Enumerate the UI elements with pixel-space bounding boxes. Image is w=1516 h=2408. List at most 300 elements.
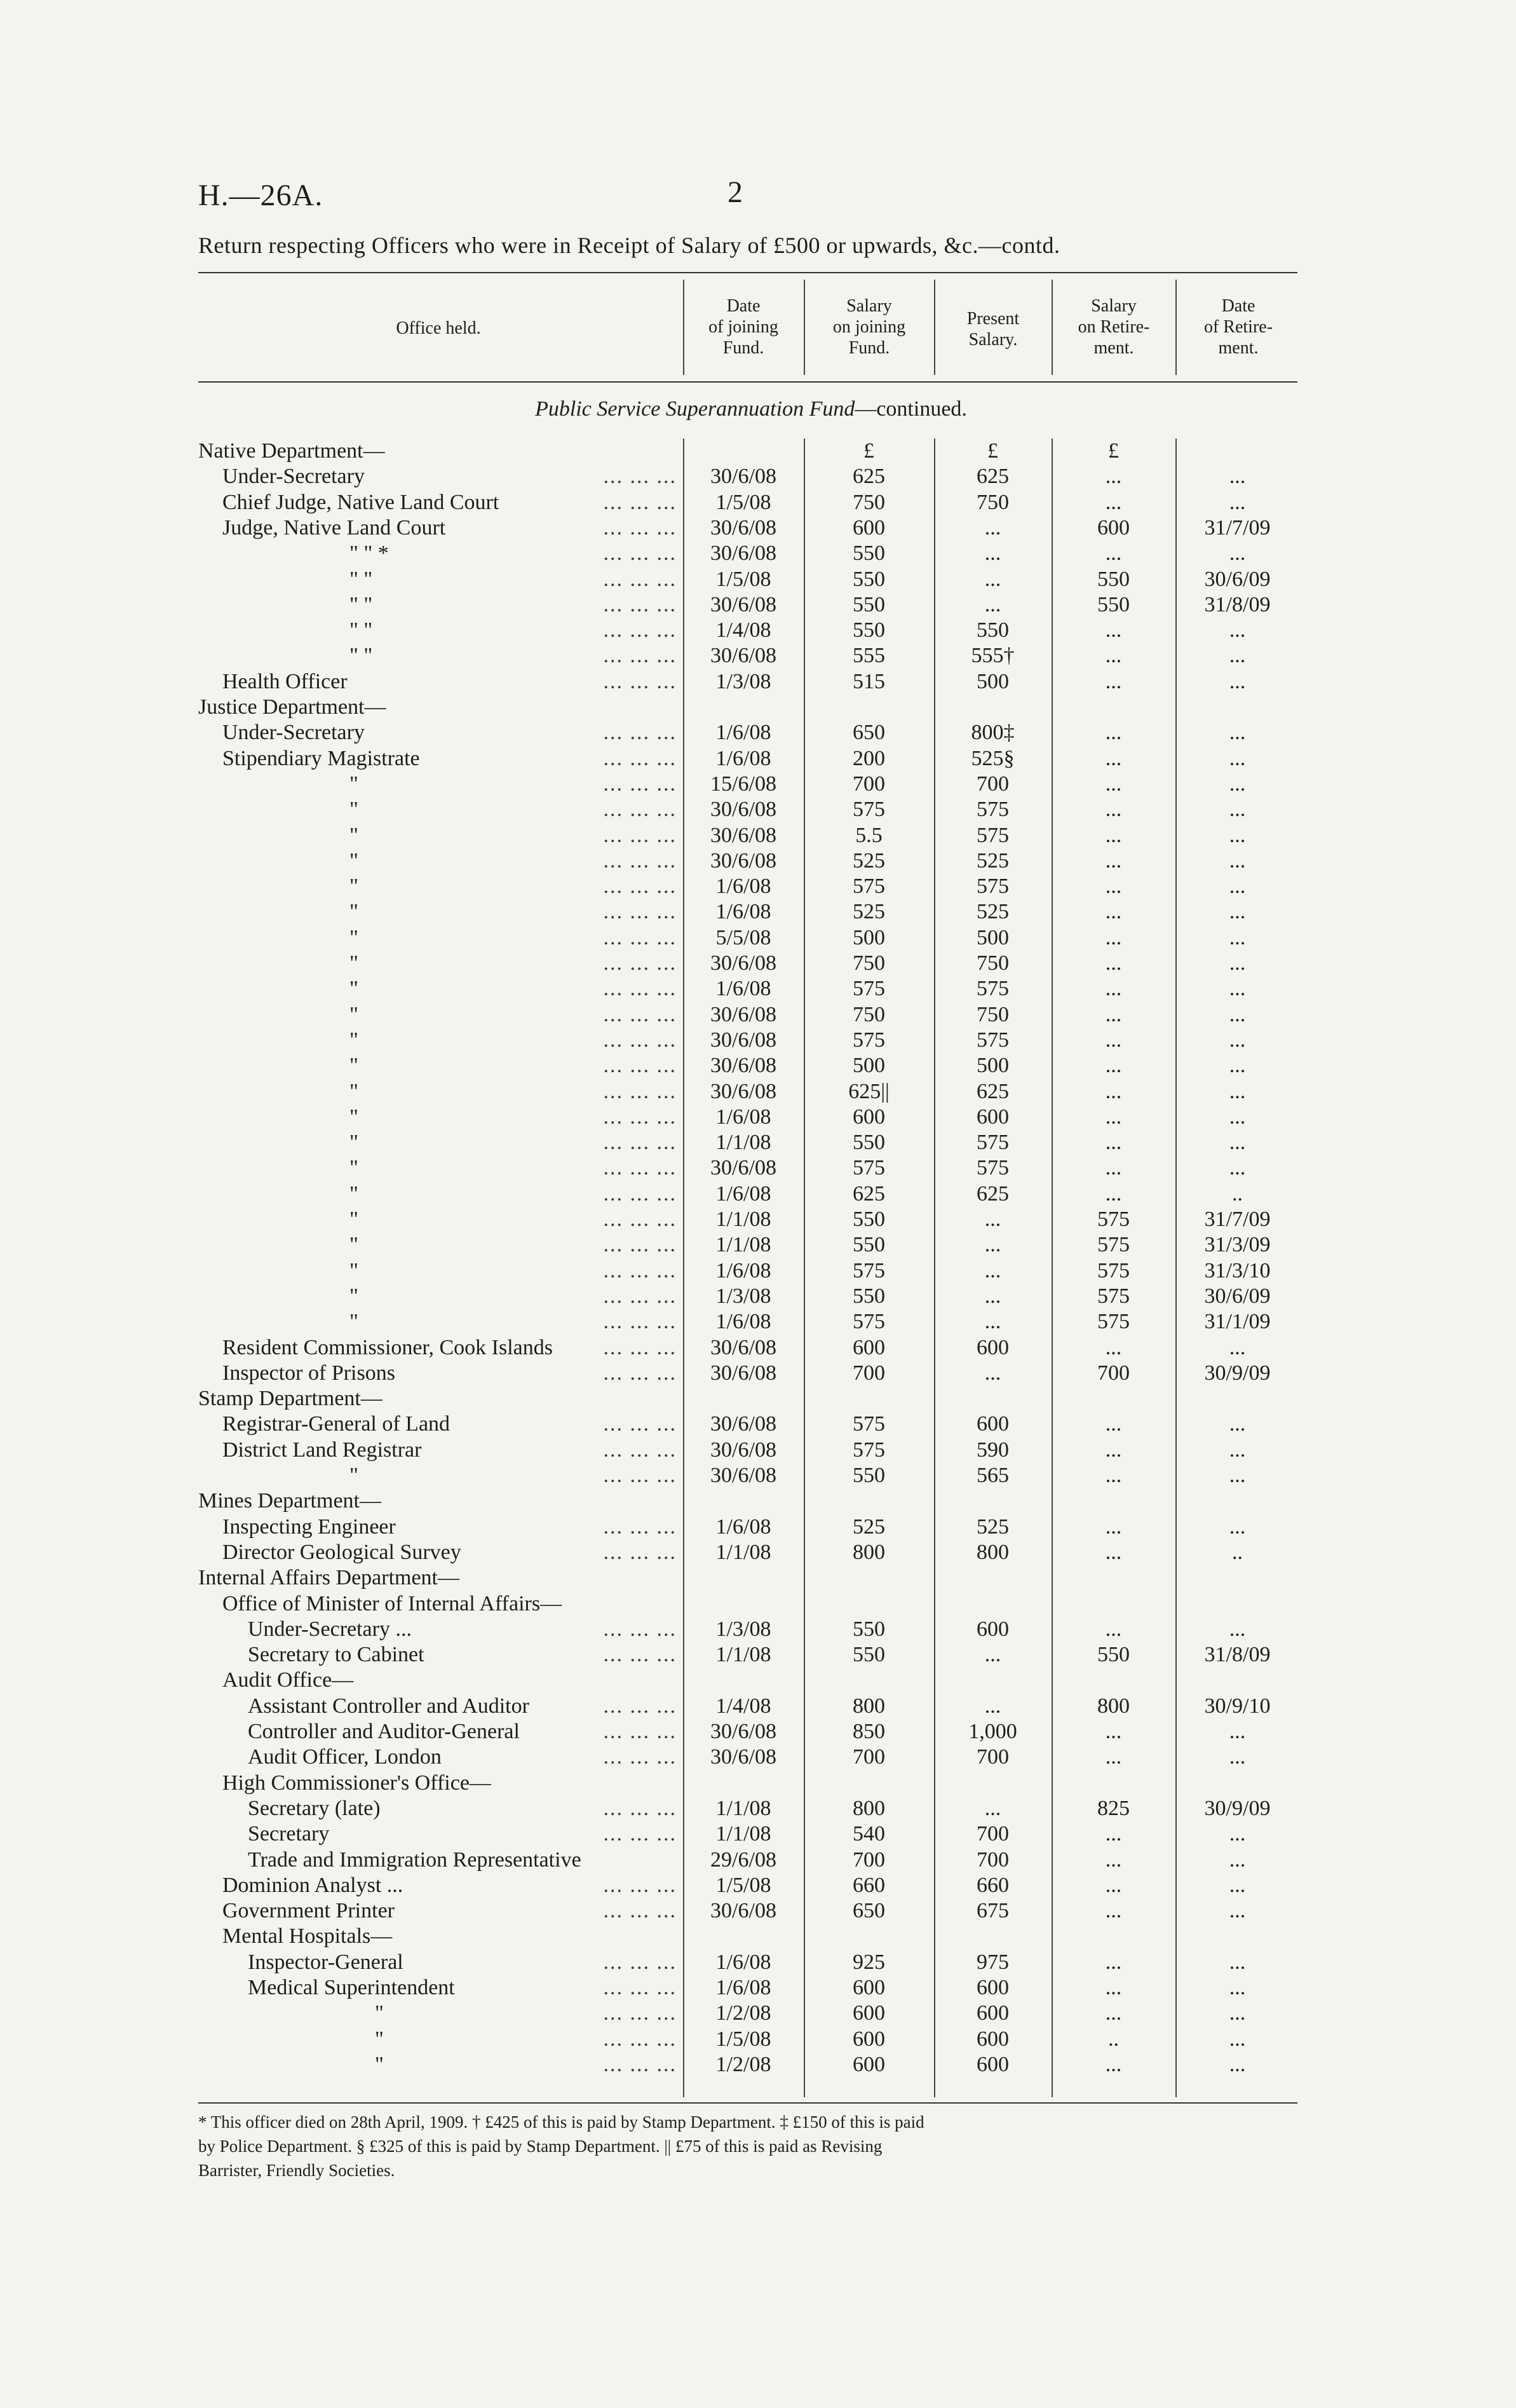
table-row [191,592,1309,618]
leader-dots: ... ... ... [603,541,677,566]
cell-date: 1/3/08 [715,669,771,693]
col-head-salary-retirement [1055,296,1173,358]
cell-date-ret: ... [1229,1899,1246,1923]
leader-dots: ... ... ... [603,1950,677,1974]
cell-date-ret: ... [1229,1412,1246,1436]
cell-date: 1/6/08 [715,746,771,770]
table-section-header [191,1565,1309,1591]
cell-date: 30/6/08 [710,1899,776,1923]
cell-date-ret: ... [1229,1079,1246,1103]
col-head-line: ment. [1218,338,1259,358]
cell-sal-join: 500 [853,925,885,949]
table-row [191,1642,1309,1668]
cell-sal-join: 550 [853,567,885,591]
cell-date-ret: 31/3/10 [1204,1258,1271,1282]
cell-sal-ret: ... [1105,1438,1122,1462]
office-label: " " [349,618,373,643]
office-label: Stipendiary Magistrate [222,746,420,770]
cell-date: 1/4/08 [715,1694,771,1718]
column-divider [1052,280,1053,375]
cell-sal-join: 750 [853,490,885,514]
cell-date: 1/5/08 [715,2027,771,2051]
cell-date: 1/1/08 [715,1233,771,1257]
table-row [191,669,1309,695]
cell-date: 30/6/08 [710,798,776,822]
table-row [191,797,1309,822]
cell-sal-ret: 700 [1097,1361,1130,1385]
table-row [191,1335,1309,1361]
leader-dots: ... ... ... [603,2027,677,2051]
cell-present: ... [984,1643,1001,1667]
cell-present: 590 [977,1438,1009,1462]
cell-sal-join: 700 [853,1361,885,1385]
cell-sal-join: 550 [853,1464,885,1487]
cell-sal-join: 625 [853,465,885,489]
office-label: Trade and Immigration Representative [248,1847,581,1872]
cell-present: ... [984,1361,1001,1385]
cell-sal-join: 600 [853,2027,885,2051]
office-label: " [349,848,358,873]
cell-sal-join: 850 [853,1720,885,1743]
cell-sal-join: 800 [853,1796,885,1820]
table-row [191,1617,1309,1642]
office-label: " " [349,644,373,668]
cell-date-ret: ... [1229,951,1246,975]
page-number: 2 [728,175,743,209]
cell-sal-join: 750 [853,951,885,975]
office-label: " [349,1258,358,1282]
cell-sal-ret: ... [1105,1976,1122,1999]
cell-date: 1/2/08 [715,2001,771,2025]
cell-date: 30/6/08 [710,1054,776,1078]
cell-date: 30/6/08 [710,1002,776,1026]
leader-dots: ... ... ... [603,1540,677,1564]
col-head-date-retirement [1179,296,1297,358]
leader-dots: ... ... ... [603,1054,677,1078]
cell-present: 575 [977,1028,1009,1052]
cell-date-ret: 30/9/10 [1204,1694,1271,1718]
cell-sal-ret: ... [1105,2001,1122,2025]
leader-dots: ... ... ... [603,1284,677,1308]
cell-date: 30/6/08 [710,1745,776,1769]
table-section-header [191,1668,1309,1693]
cell-present: ... [984,541,1001,566]
cell-date-ret: ... [1229,746,1246,770]
cell-present: 625 [977,465,1009,489]
cell-sal-join: 550 [853,592,885,616]
cell-date-ret: ... [1229,1002,1246,1026]
cell-sal-ret: ... [1105,644,1122,668]
section-caption-fund: Public Service Superannuation Fund [535,397,855,421]
office-label: " [349,1131,358,1155]
cell-sal-join: 600 [853,2001,885,2025]
cell-date: 1/6/08 [715,900,771,924]
leader-dots: ... ... ... [603,925,677,949]
cell-present: 600 [977,1976,1009,1999]
cell-date-ret: ... [1229,1028,1246,1052]
footnote-rule [198,2102,1297,2104]
cell-date: 1/6/08 [715,1181,771,1206]
cell-sal-join: 660 [853,1873,885,1897]
leader-dots: ... ... ... [603,644,677,668]
cell-sal-join: 525 [853,900,885,924]
cell-sal-ret: ... [1105,1335,1122,1359]
cell-present: ... [984,1694,1001,1718]
leader-dots: ... ... ... [603,1438,677,1462]
cell-date: 30/6/08 [710,823,776,847]
leader-dots: ... ... ... [603,900,677,924]
cell-date: 1/6/08 [715,1976,771,1999]
column-divider [683,280,684,375]
leader-dots: ... ... ... [603,1514,677,1539]
cell-sal-ret: ... [1105,490,1122,514]
table-section-header [191,439,1309,464]
cell-date: 30/6/08 [710,1156,776,1180]
cell-sal-join: 515 [853,669,885,693]
cell-date: 1/1/08 [715,1131,771,1155]
table-row [191,1361,1309,1386]
office-label: Internal Affairs Department— [198,1566,460,1590]
cell-sal-join: 575 [853,1028,885,1052]
cell-date: 30/6/08 [710,541,776,566]
cell-sal-ret: ... [1105,1412,1122,1436]
cell-date-ret: ... [1229,1822,1246,1846]
leader-dots: ... ... ... [603,1643,677,1667]
leader-dots: ... ... ... [603,465,677,489]
leader-dots: ... ... ... [603,1694,677,1718]
cell-date: 1/6/08 [715,1105,771,1129]
office-label: " [349,1284,358,1308]
cell-present: 575 [977,798,1009,822]
leader-dots: ... ... ... [603,848,677,873]
cell-present: 555† [971,644,1015,668]
cell-sal-ret: ... [1105,1156,1122,1180]
cell-sal-join: 575 [853,798,885,822]
cell-sal-ret: ... [1105,1822,1122,1846]
col-head-line: Date [1221,296,1255,316]
cell-sal-ret: ... [1105,1002,1122,1026]
cell-sal-ret: ... [1105,2052,1122,2076]
leader-dots: ... ... ... [603,669,677,693]
cell-sal-join: 650 [853,721,885,745]
cell-date-ret: ... [1229,977,1246,1001]
table-row [191,1258,1309,1284]
cell-sal-join: 540 [853,1822,885,1846]
cell-sal-ret: ... [1105,1847,1122,1872]
cell-present: 525 [977,848,1009,873]
cell-date: 30/6/08 [710,644,776,668]
office-label: District Land Registrar [222,1438,422,1462]
cell-sal-join: 600 [853,515,885,540]
cell-sal-ret: 575 [1097,1284,1130,1308]
office-label: " [349,1233,358,1257]
column-divider [804,280,805,375]
leader-dots: ... ... ... [603,772,677,796]
office-label: " [349,1181,358,1206]
office-label: " [349,1156,358,1180]
cell-date-ret: ... [1229,1950,1246,1974]
cell-date-ret: ... [1229,1438,1246,1462]
cell-present: 675 [977,1899,1009,1923]
office-label: Audit Office— [222,1668,354,1692]
table-row [191,823,1309,848]
table-row [191,1232,1309,1258]
cell-sal-ret: ... [1105,1873,1122,1897]
cell-present: 600 [977,1335,1009,1359]
office-label: Office of Minister of Internal Affairs— [222,1591,562,1616]
table-row [191,618,1309,643]
cell-date-ret: ... [1229,465,1246,489]
cell-date-ret: ... [1229,1873,1246,1897]
cell-sal-join: 575 [853,1258,885,1282]
cell-present: 600 [977,2027,1009,2051]
office-label: " [349,1054,358,1078]
cell-date-ret: ... [1229,823,1246,847]
cell-present: 525§ [971,746,1015,770]
office-label: Mental Hospitals— [222,1924,393,1949]
cell-present: 750 [977,951,1009,975]
cell-date: 1/5/08 [715,490,771,514]
cell-present: 575 [977,977,1009,1001]
leader-dots: ... ... ... [603,515,677,540]
footnotes [198,2110,1316,2182]
leader-dots: ... ... ... [603,1796,677,1820]
cell-sal-join: 575 [853,874,885,899]
cell-sal-ret: ... [1105,1079,1122,1103]
cell-date-ret: ... [1229,669,1246,693]
cell-sal-join: 925 [853,1950,885,1974]
table-row [191,1411,1309,1437]
cell-sal-ret: ... [1105,1054,1122,1078]
cell-present: ... [984,515,1001,540]
table-section-header [191,1771,1309,1796]
document-code: H.—26A. [198,179,323,212]
cell-sal-join: 625 [853,1181,885,1206]
leader-dots: ... ... ... [603,1617,677,1641]
leader-dots: ... ... ... [603,1361,677,1385]
leader-dots: ... ... ... [603,1976,677,1999]
cell-date: 15/6/08 [710,772,776,796]
cell-date-ret: 30/6/09 [1204,1284,1271,1308]
office-label: " [349,951,358,975]
cell-date: 1/2/08 [715,2052,771,2076]
table-section-header [191,1386,1309,1411]
cell-date: 1/6/08 [715,1310,771,1334]
column-divider [1175,280,1177,375]
cell-date-ret: ... [1229,2052,1246,2076]
cell-sal-join: 550 [853,1233,885,1257]
cell-date-ret: ... [1229,874,1246,899]
cell-date: 1/6/08 [715,1514,771,1539]
office-label: Secretary [248,1822,330,1846]
cell-present: 525 [977,1514,1009,1539]
cell-present: 550 [977,618,1009,643]
cell-date-ret: ... [1229,848,1246,873]
leader-dots: ... ... ... [603,951,677,975]
table-row [191,1105,1309,1130]
cell-present: 700 [977,1847,1009,1872]
cell-sal-join: 200 [853,746,885,770]
table-row [191,1207,1309,1232]
cell-sal-ret: 550 [1097,567,1130,591]
table-row [191,925,1309,951]
leader-dots: ... ... ... [603,1079,677,1103]
cell-sal-ret: ... [1105,1514,1122,1539]
table-row [191,1898,1309,1924]
cell-sal-join: 575 [853,1310,885,1334]
office-label: High Commissioner's Office— [222,1771,491,1795]
leader-dots: ... ... ... [603,1002,677,1026]
col-head-date-joining [686,296,801,358]
cell-present: 500 [977,669,1009,693]
cell-present: ... [984,1310,1001,1334]
cell-sal-join: 600 [853,1976,885,1999]
leader-dots: ... ... ... [603,1310,677,1334]
cell-date: 30/6/08 [710,951,776,975]
cell-present: ... [984,592,1001,616]
office-label: " [349,874,358,899]
cell-present: 750 [977,490,1009,514]
cell-present: ... [984,1207,1001,1231]
cell-present: 625 [977,1181,1009,1206]
table-row [191,1719,1309,1745]
cell-present: 600 [977,1617,1009,1641]
cell-sal-ret: ... [1105,1745,1122,1769]
table-row [191,643,1309,669]
table-section-header [191,1488,1309,1514]
table-row [191,1975,1309,2001]
office-label: Director Geological Survey [222,1540,461,1564]
col-head-office [203,318,673,339]
leader-dots: ... ... ... [603,798,677,822]
leader-dots: ... ... ... [603,592,677,616]
leader-dots: ... ... ... [603,1181,677,1206]
cell-sal-join: 625|| [848,1079,890,1103]
cell-sal-join: 500 [853,1054,885,1078]
cell-sal-join: 600 [853,2052,885,2076]
table-row [191,1284,1309,1309]
cell-date-ret: ... [1229,1464,1246,1487]
cell-sal-ret: ... [1105,1720,1122,1743]
leader-dots: ... ... ... [603,1873,677,1897]
leader-dots: ... ... ... [603,1105,677,1129]
table-row [191,1181,1309,1207]
cell-present: 600 [977,2001,1009,2025]
office-label: " [349,1464,358,1487]
cell-sal-join: 750 [853,1002,885,1026]
leader-dots: ... ... ... [603,1899,677,1923]
col-head-line: on Retire- [1078,317,1150,337]
table-row [191,1694,1309,1719]
leader-dots: ... ... ... [603,1464,677,1487]
cell-date-ret: ... [1229,490,1246,514]
cell-sal-ret: ... [1105,951,1122,975]
office-label: " [349,925,358,949]
cell-date-ret: 31/1/09 [1204,1310,1271,1334]
leader-dots: ... ... ... [603,1156,677,1180]
cell-date-ret: ... [1229,644,1246,668]
table-row [191,746,1309,772]
table-row [191,848,1309,874]
cell-date: 30/6/08 [710,592,776,616]
cell-date: 5/5/08 [715,925,771,949]
office-label: Stamp Department— [198,1387,382,1411]
table-row [191,1053,1309,1078]
cell-date-ret: ... [1229,1847,1246,1872]
cell-sal-ret: ... [1105,1464,1122,1487]
cell-date-ret: ... [1229,1617,1246,1641]
cell-date: 30/6/08 [710,848,776,873]
table-row [191,1847,1309,1873]
office-label: " [375,2001,384,2025]
cell-present: 575 [977,1131,1009,1155]
office-label: Secretary (late) [248,1796,381,1820]
table-row [191,720,1309,745]
office-label: " " [349,567,373,591]
cell-date: 1/4/08 [715,618,771,643]
cell-present: 625 [977,1079,1009,1103]
cell-date: 1/1/08 [715,1207,771,1231]
cell-date: 1/5/08 [715,567,771,591]
cell-date-ret: ... [1229,1156,1246,1180]
table-row [191,1745,1309,1770]
cell-sal-ret: 575 [1097,1233,1130,1257]
cell-date: 30/6/08 [710,1028,776,1052]
cell-present: 700 [977,772,1009,796]
cell-sal-ret: ... [1105,1899,1122,1923]
table-row [191,1540,1309,1565]
cell-date: 1/1/08 [715,1540,771,1564]
cell-date-ret: 30/9/09 [1204,1361,1271,1385]
cell-present: 500 [977,925,1009,949]
table-section-header [191,1591,1309,1617]
office-label: " [349,1028,358,1052]
col-head-office-text: Office held. [396,318,481,338]
office-label: Chief Judge, Native Land Court [222,490,499,514]
leader-dots: ... ... ... [603,1720,677,1743]
cell-date-ret: ... [1229,1054,1246,1078]
table-row [191,567,1309,592]
cell-sal-ret: 575 [1097,1310,1130,1334]
column-divider [934,280,935,375]
cell-sal-join: 800 [853,1694,885,1718]
office-label: Inspecting Engineer [222,1514,396,1539]
cell-sal-ret: ... [1105,848,1122,873]
office-label: " [349,823,358,847]
table-row [191,1130,1309,1155]
cell-sal-join: 525 [853,1514,885,1539]
cell-sal-ret: ... [1105,1617,1122,1641]
office-label: Native Department— [198,439,385,463]
office-label: " [349,1207,358,1231]
col-head-line: ment. [1093,338,1134,358]
cell-date: 1/5/08 [715,1873,771,1897]
cell-sal-ret: ... [1105,1131,1122,1155]
cell-present: ... [984,1258,1001,1282]
table-section-header [191,1924,1309,1949]
leader-dots: ... ... ... [603,1258,677,1282]
office-label: Justice Department— [198,695,386,719]
cell-date-ret: ... [1229,925,1246,949]
office-label: Audit Officer, London [248,1745,442,1769]
cell-present: 600 [977,2052,1009,2076]
col-head-line: Salary [846,296,892,316]
office-label: " [349,900,358,924]
cell-present: ... [984,1233,1001,1257]
footnote-line: Barrister, Friendly Societies. [198,2161,395,2180]
section-caption-suffix: —continued. [855,397,967,421]
table-row [191,1796,1309,1821]
